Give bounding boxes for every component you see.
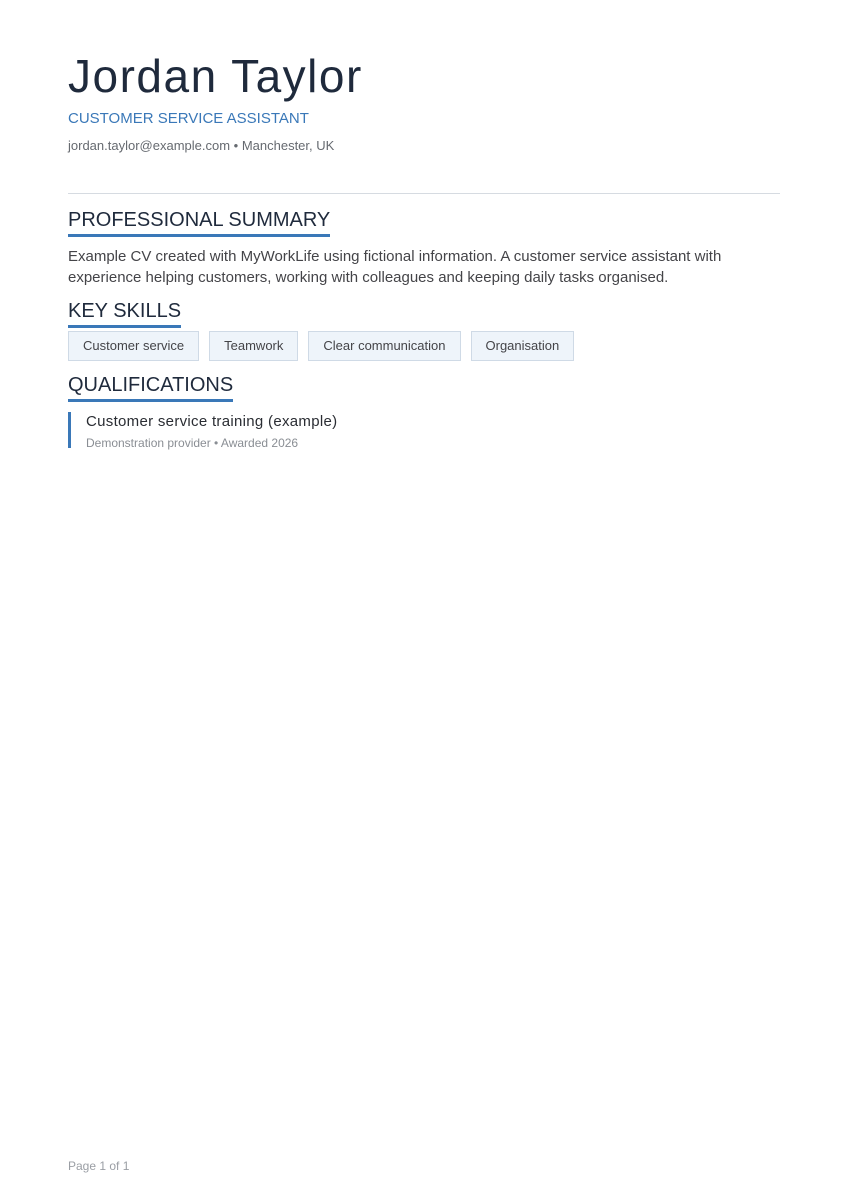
skill-tag: Clear communication bbox=[308, 331, 460, 361]
cv-page bbox=[68, 0, 780, 1200]
summary-text: Example CV created with MyWorkLife using fictional information. A customer service assistant with experience helping customers, working with colleagues and keeping daily tasks organised. bbox=[68, 248, 722, 286]
skill-tag: Teamwork bbox=[209, 331, 298, 361]
skill-tag: Organisation bbox=[471, 331, 575, 361]
qualification-item bbox=[68, 412, 337, 448]
qualifications-heading: QUALIFICATIONS bbox=[68, 373, 233, 402]
header-divider bbox=[68, 193, 780, 194]
skills-heading: KEY SKILLS bbox=[68, 299, 181, 328]
page-number: Page 1 of 1 bbox=[68, 1159, 130, 1173]
candidate-role: CUSTOMER SERVICE ASSISTANT bbox=[68, 110, 309, 127]
qualification-meta: Demonstration provider • Awarded 2026 bbox=[86, 436, 299, 450]
skill-tag: Customer service bbox=[68, 331, 199, 361]
candidate-name: Jordan Taylor bbox=[68, 50, 363, 102]
qualification-title: Customer service training (example) bbox=[86, 413, 338, 430]
skills-list bbox=[68, 331, 584, 361]
contact-line: jordan.taylor@example.com • Manchester, UK bbox=[68, 138, 335, 153]
summary-heading: PROFESSIONAL SUMMARY bbox=[68, 208, 330, 237]
